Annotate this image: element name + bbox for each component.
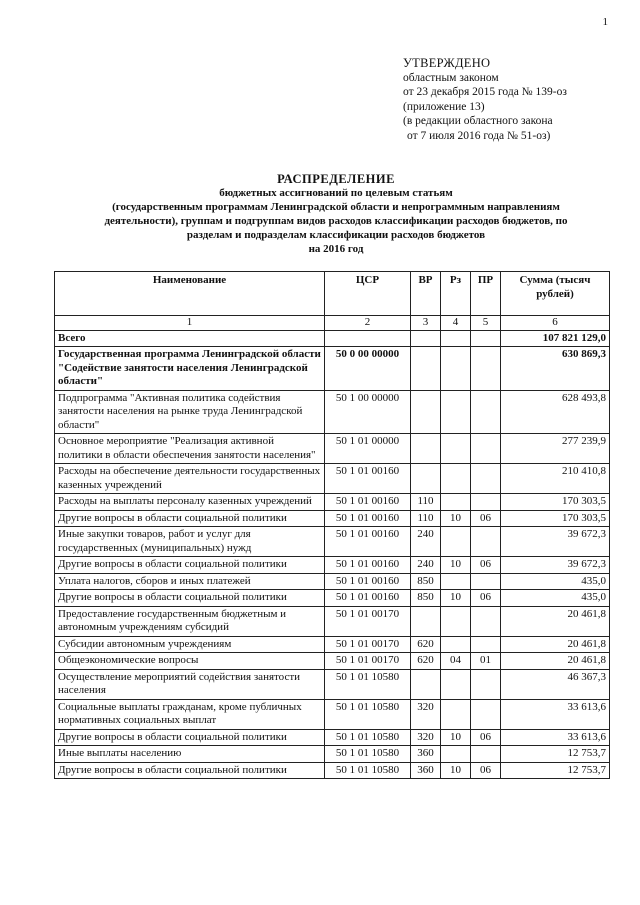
cell-rz <box>441 606 471 636</box>
cell-csr: 50 1 00 00000 <box>325 390 411 434</box>
cell-name: Расходы на обеспечение деятельности государственных казенных учреждений <box>55 464 325 494</box>
cell-rz <box>441 636 471 653</box>
cell-csr: 50 1 01 10580 <box>325 729 411 746</box>
cell-sum: 33 613,6 <box>501 729 610 746</box>
cell-csr: 50 0 00 00000 <box>325 347 411 391</box>
cell-name: Общеэкономические вопросы <box>55 653 325 670</box>
cell-name: Предоставление государственным бюджетным и автономным учреждениям субсидий <box>55 606 325 636</box>
cell-pr: 06 <box>471 557 501 574</box>
cell-rz <box>441 669 471 699</box>
table-row <box>55 590 610 607</box>
cell-pr <box>471 347 501 391</box>
cell-vr <box>411 347 441 391</box>
table-row <box>55 746 610 763</box>
cell-sum: 20 461,8 <box>501 606 610 636</box>
cell-pr: 06 <box>471 590 501 607</box>
table-row <box>55 762 610 779</box>
cell-vr <box>411 464 441 494</box>
cell-csr: 50 1 01 00160 <box>325 557 411 574</box>
cell-sum: 435,0 <box>501 590 610 607</box>
cell-rz <box>441 434 471 464</box>
heading-line: разделам и подразделам классификации расходов бюджетов <box>186 229 486 241</box>
heading-line: деятельности), группам и подгруппам видов расходов классификации расходов бюджетов, по <box>104 215 568 227</box>
cell-rz <box>441 330 471 347</box>
cell-csr: 50 1 01 10580 <box>325 669 411 699</box>
cell-name: Подпрограмма "Активная политика содействия занятости населения на рынке труда Ленинградской области" <box>55 390 325 434</box>
table-body <box>55 316 610 779</box>
table-header-row <box>55 272 610 316</box>
cell-rz: 10 <box>441 590 471 607</box>
cell-sum: 435,0 <box>501 573 610 590</box>
cell-sum: 46 367,3 <box>501 669 610 699</box>
cell-name: Другие вопросы в области социальной политики <box>55 510 325 527</box>
cell-vr <box>411 390 441 434</box>
header-sum: Сумма (тысяч рублей) <box>501 272 610 316</box>
cell-pr <box>471 434 501 464</box>
cell-rz: 10 <box>441 557 471 574</box>
cell-vr <box>411 330 441 347</box>
cell-pr <box>471 606 501 636</box>
cell-pr <box>471 746 501 763</box>
approval-line: областным законом <box>403 71 499 84</box>
column-number: 3 <box>411 316 441 331</box>
cell-csr: 50 1 01 00170 <box>325 636 411 653</box>
cell-pr: 01 <box>471 653 501 670</box>
approval-line: (приложение 13) <box>403 100 485 113</box>
cell-csr: 50 1 01 00160 <box>325 464 411 494</box>
table-row <box>55 330 610 347</box>
cell-csr: 50 1 01 00000 <box>325 434 411 464</box>
cell-csr <box>325 330 411 347</box>
cell-csr: 50 1 01 00170 <box>325 606 411 636</box>
cell-vr: 360 <box>411 746 441 763</box>
table-row <box>55 729 610 746</box>
cell-sum: 170 303,5 <box>501 494 610 511</box>
cell-pr <box>471 669 501 699</box>
table-row <box>55 510 610 527</box>
cell-pr <box>471 494 501 511</box>
cell-name: Социальные выплаты гражданам, кроме публичных нормативных социальных выплат <box>55 699 325 729</box>
cell-name: Другие вопросы в области социальной политики <box>55 729 325 746</box>
header-name: Наименование <box>55 272 325 316</box>
document-title: РАСПРЕДЕЛЕНИЕ <box>277 172 395 186</box>
table-row <box>55 390 610 434</box>
cell-rz <box>441 494 471 511</box>
cell-vr <box>411 434 441 464</box>
cell-pr <box>471 699 501 729</box>
cell-rz <box>441 527 471 557</box>
cell-sum: 210 410,8 <box>501 464 610 494</box>
cell-name: Осуществление мероприятий содействия занятости населения <box>55 669 325 699</box>
cell-csr: 50 1 01 00160 <box>325 527 411 557</box>
cell-vr: 850 <box>411 590 441 607</box>
cell-sum: 12 753,7 <box>501 746 610 763</box>
table-row <box>55 653 610 670</box>
header-rz: Рз <box>441 272 471 316</box>
cell-pr: 06 <box>471 510 501 527</box>
cell-pr <box>471 390 501 434</box>
table-row <box>55 527 610 557</box>
cell-csr: 50 1 01 10580 <box>325 699 411 729</box>
approval-line: от 23 декабря 2015 года № 139-оз <box>403 86 567 98</box>
cell-vr: 620 <box>411 636 441 653</box>
cell-sum: 20 461,8 <box>501 653 610 670</box>
cell-name: Государственная программа Ленинградской области "Содействие занятости населения Ленинградской области" <box>55 347 325 391</box>
table-row <box>55 494 610 511</box>
cell-rz: 10 <box>441 510 471 527</box>
table-row <box>55 347 610 391</box>
cell-pr <box>471 636 501 653</box>
cell-rz: 10 <box>441 762 471 779</box>
table-row <box>55 434 610 464</box>
cell-vr: 620 <box>411 653 441 670</box>
table-row <box>55 606 610 636</box>
column-number: 5 <box>471 316 501 331</box>
column-number: 1 <box>55 316 325 331</box>
table-row <box>55 557 610 574</box>
table-row <box>55 636 610 653</box>
cell-vr: 110 <box>411 510 441 527</box>
cell-pr <box>471 464 501 494</box>
table-row <box>55 464 610 494</box>
document-heading <box>40 172 632 256</box>
cell-vr: 320 <box>411 699 441 729</box>
header-vr: ВР <box>411 272 441 316</box>
cell-rz <box>441 699 471 729</box>
cell-csr: 50 1 01 10580 <box>325 762 411 779</box>
cell-pr: 06 <box>471 729 501 746</box>
cell-vr: 240 <box>411 527 441 557</box>
cell-name: Иные закупки товаров, работ и услуг для государственных (муниципальных) нужд <box>55 527 325 557</box>
cell-sum: 628 493,8 <box>501 390 610 434</box>
cell-sum: 277 239,9 <box>501 434 610 464</box>
cell-sum: 170 303,5 <box>501 510 610 527</box>
cell-csr: 50 1 01 00160 <box>325 494 411 511</box>
cell-vr <box>411 669 441 699</box>
cell-vr: 850 <box>411 573 441 590</box>
cell-csr: 50 1 01 10580 <box>325 746 411 763</box>
cell-rz: 04 <box>441 653 471 670</box>
column-number: 4 <box>441 316 471 331</box>
cell-sum: 20 461,8 <box>501 636 610 653</box>
cell-name: Другие вопросы в области социальной политики <box>55 590 325 607</box>
cell-pr <box>471 573 501 590</box>
table-row <box>55 669 610 699</box>
cell-vr <box>411 606 441 636</box>
approval-stamp <box>403 56 567 143</box>
cell-sum: 630 869,3 <box>501 347 610 391</box>
header-csr: ЦСР <box>325 272 411 316</box>
cell-name: Другие вопросы в области социальной политики <box>55 557 325 574</box>
cell-sum: 39 672,3 <box>501 557 610 574</box>
table-row <box>55 573 610 590</box>
column-number: 6 <box>501 316 610 331</box>
cell-rz <box>441 390 471 434</box>
heading-line: (государственным программам Ленинградской области и непрограммным направлениям <box>112 201 560 213</box>
cell-sum: 107 821 129,0 <box>501 330 610 347</box>
cell-vr: 360 <box>411 762 441 779</box>
approval-line: от 7 июля 2016 года № 51-оз) <box>407 129 551 142</box>
cell-pr: 06 <box>471 762 501 779</box>
heading-line: бюджетных ассигнований по целевым статьям <box>219 187 453 199</box>
approval-title: УТВЕРЖДЕНО <box>403 56 491 70</box>
cell-rz <box>441 464 471 494</box>
column-number-row <box>55 316 610 331</box>
cell-vr: 110 <box>411 494 441 511</box>
cell-csr: 50 1 01 00160 <box>325 573 411 590</box>
cell-name: Всего <box>55 330 325 347</box>
cell-csr: 50 1 01 00160 <box>325 510 411 527</box>
cell-rz <box>441 573 471 590</box>
cell-name: Уплата налогов, сборов и иных платежей <box>55 573 325 590</box>
approval-line: (в редакции областного закона <box>403 115 553 127</box>
cell-rz: 10 <box>441 729 471 746</box>
heading-line: на 2016 год <box>308 243 364 255</box>
cell-csr: 50 1 01 00160 <box>325 590 411 607</box>
cell-sum: 12 753,7 <box>501 762 610 779</box>
cell-sum: 39 672,3 <box>501 527 610 557</box>
cell-name: Другие вопросы в области социальной политики <box>55 762 325 779</box>
cell-name: Расходы на выплаты персоналу казенных учреждений <box>55 494 325 511</box>
cell-pr <box>471 527 501 557</box>
budget-table <box>54 271 610 779</box>
cell-vr: 240 <box>411 557 441 574</box>
header-pr: ПР <box>471 272 501 316</box>
cell-name: Субсидии автономным учреждениям <box>55 636 325 653</box>
cell-name: Основное мероприятие "Реализация активной политики в области обеспечения занятости населения" <box>55 434 325 464</box>
table-row <box>55 699 610 729</box>
cell-rz <box>441 746 471 763</box>
cell-sum: 33 613,6 <box>501 699 610 729</box>
cell-rz <box>441 347 471 391</box>
column-number: 2 <box>325 316 411 331</box>
page-number: 1 <box>602 16 608 28</box>
cell-pr <box>471 330 501 347</box>
cell-name: Иные выплаты населению <box>55 746 325 763</box>
cell-csr: 50 1 01 00170 <box>325 653 411 670</box>
cell-vr: 320 <box>411 729 441 746</box>
